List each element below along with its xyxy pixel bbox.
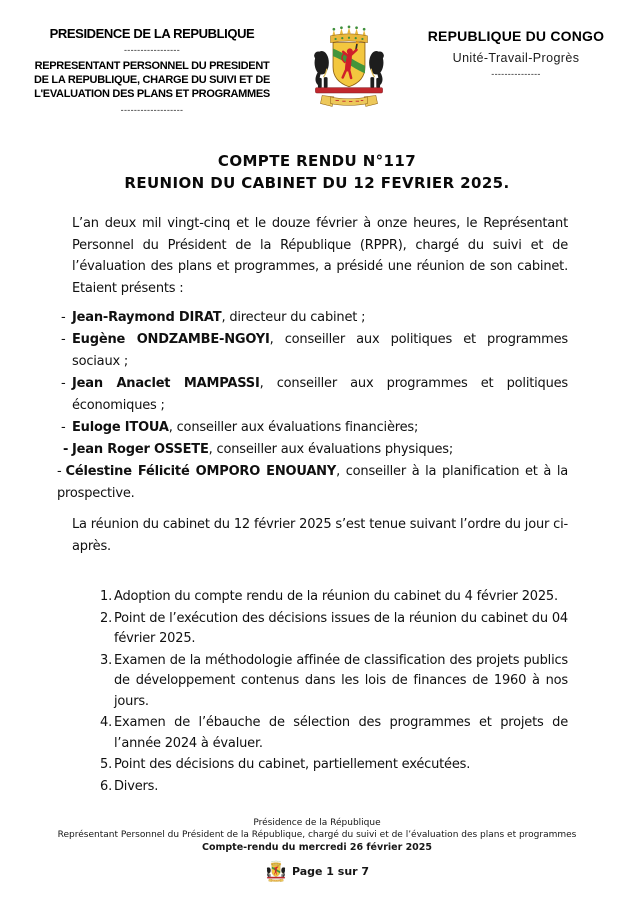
attendee-name: Euloge ITOUA xyxy=(72,420,169,435)
attendee-item xyxy=(61,373,568,417)
agenda-text: Adoption du compte rendu de la réunion du cabinet du 4 février 2025. xyxy=(114,589,558,604)
agenda-text: Point de l’exécution des décisions issues de la réunion du cabinet du 04 février 2025. xyxy=(114,610,568,646)
attendee-item xyxy=(61,307,568,329)
attendee-item xyxy=(61,417,568,439)
attendee-item xyxy=(61,329,568,373)
attendee-role: , conseiller aux évaluations physiques; xyxy=(208,442,454,457)
divider-dashes: ------------------- xyxy=(120,105,184,115)
agenda-text: Examen de l’ébauche de sélection des programmes et projets de l’année 2024 à évaluer. xyxy=(114,715,568,751)
agenda-number: 2. xyxy=(100,610,113,626)
document-footer xyxy=(0,817,634,883)
dash-marker: - xyxy=(61,420,66,435)
attendee-name: Jean Anaclet MAMPASSI xyxy=(72,376,260,391)
institution-title: PRESIDENCE DE LA REPUBLIQUE xyxy=(49,26,255,41)
divider-dashes: --------------- xyxy=(491,69,541,79)
agenda-text: Divers. xyxy=(114,778,159,794)
dash-marker: - xyxy=(63,442,69,457)
footer-document-date: Compte-rendu du mercredi 26 février 2025 xyxy=(201,842,433,853)
dash-marker: - xyxy=(57,464,62,479)
agenda-text: Examen de la méthodologie affinée de classification des projets publics de développement contenus dans les lois de finances de 1960 à nos jours. xyxy=(114,652,568,709)
document-title-line2: REUNION DU CABINET DU 12 FEVRIER 2025. xyxy=(124,173,510,192)
attendee-role: , conseiller aux politiques et programmes sociaux ; xyxy=(72,332,568,369)
footer-office: Représentant Personnel du Président de la République, chargé du suivi et de l’évaluation des plans et programmes xyxy=(57,830,577,840)
agenda-item xyxy=(100,587,568,608)
coat-of-arms-container xyxy=(303,22,395,112)
intro-paragraph: L’an deux mil vingt-cinq et le douze février à onze heures, le Représentant Personnel du Président de la République (RPPR), chargé du suivi et de l’évaluation des plans et programmes, a présidé une réunion de son cabinet. Etaient présents : xyxy=(72,216,568,296)
dash-marker: - xyxy=(61,310,66,325)
national-motto: Unité-Travail-Progrès xyxy=(452,51,580,65)
agenda-number: 3. xyxy=(100,652,113,668)
agenda-number: 5. xyxy=(100,757,113,772)
page-number-label: Page 1 sur 7 xyxy=(291,864,370,878)
attendee-name: Eugène ONDZAMBE-NGOYI xyxy=(72,332,270,347)
agenda-list xyxy=(100,587,568,797)
footer-institution: Présidence de la République xyxy=(253,818,381,828)
attendee-role: , directeur du cabinet ; xyxy=(221,310,366,325)
attendee-role: , conseiller à la planification et à la prospective. xyxy=(57,464,568,501)
institution-subtitle: REPRESENTANT PERSONNEL DU PRESIDENT DE LA REPUBLIQUE, CHARGE DU SUIVI ET DE L'EVALUATION DES PLANS ET PROGRAMMES xyxy=(33,60,271,100)
attendee-role: , conseiller aux évaluations financières; xyxy=(168,420,419,435)
attendee-name: Célestine Félicité OMPORO ENOUANY xyxy=(65,464,337,479)
agenda-number: 6. xyxy=(100,778,113,794)
agenda-number: 4. xyxy=(100,715,113,730)
agenda-item xyxy=(100,777,568,798)
document-title-line1: COMPTE RENDU N°117 xyxy=(217,152,417,170)
agenda-item xyxy=(100,713,568,754)
document-header xyxy=(0,0,634,119)
dash-marker: - xyxy=(61,332,66,347)
attendees-list xyxy=(57,307,568,505)
dash-marker: - xyxy=(61,376,66,391)
attendee-item xyxy=(57,461,568,505)
page-number-row xyxy=(0,860,634,883)
header-right-block xyxy=(424,22,608,83)
document-body xyxy=(57,213,568,797)
country-name: REPUBLIQUE DU CONGO xyxy=(427,28,605,44)
attendee-name: Jean Roger OSSETE xyxy=(72,442,209,457)
header-left-block xyxy=(30,22,274,119)
congo-coat-of-arms-small-icon xyxy=(265,860,287,883)
congo-coat-of-arms-icon xyxy=(307,22,391,112)
agenda-number: 1. xyxy=(100,589,113,604)
attendee-name: Jean-Raymond DIRAT xyxy=(72,310,222,325)
agenda-item xyxy=(100,651,568,713)
agenda-item xyxy=(100,609,568,650)
order-paragraph: La réunion du cabinet du 12 février 2025 s’est tenue suivant l’ordre du jour ci-après. xyxy=(72,517,568,554)
attendee-role: , conseiller aux programmes et politiques économiques ; xyxy=(72,376,568,413)
attendee-item xyxy=(63,439,568,461)
divider-dashes: ----------------- xyxy=(123,45,181,55)
document-title xyxy=(0,151,634,194)
agenda-item xyxy=(100,755,568,776)
agenda-text: Point des décisions du cabinet, partiellement exécutées. xyxy=(114,757,471,772)
